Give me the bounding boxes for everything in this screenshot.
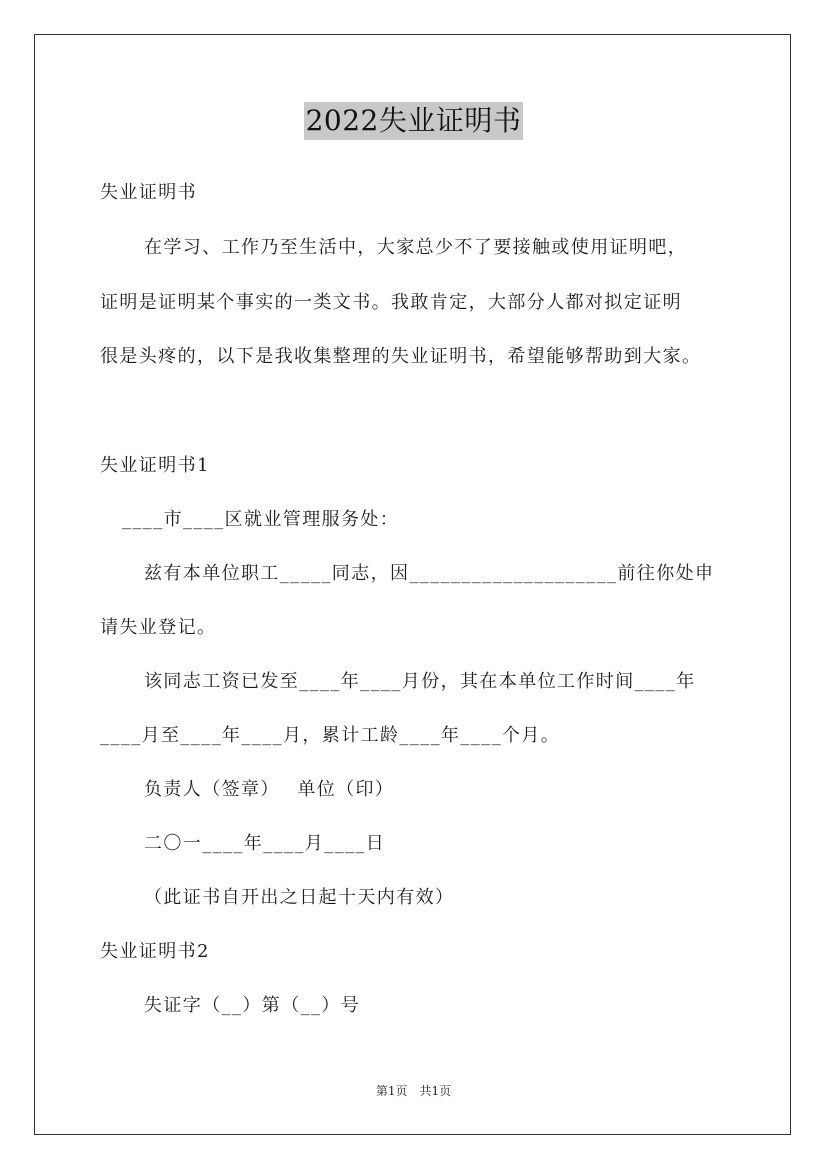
- section-heading: 失业证明书1: [100, 455, 210, 476]
- body-paragraph-line: 请失业登记。: [100, 617, 217, 638]
- addressee-line: ____市____区就业管理服务处：: [122, 509, 400, 530]
- validity-note: （此证书自开出之日起十天内有效）: [144, 887, 455, 908]
- body-paragraph-line: 该同志工资已发至____年____月份，其在本单位工作时间____年: [144, 671, 696, 692]
- intro-paragraph-line: 很是头疼的，以下是我收集整理的失业证明书，希望能够帮助到大家。: [100, 346, 702, 367]
- page-number-footer: 第1页 共1页: [375, 1084, 452, 1098]
- certificate-number-line: 失证字（__）第（__）号: [144, 995, 361, 1016]
- date-line: 二〇一____年____月____日: [144, 833, 386, 854]
- body-paragraph-line: 兹有本单位职工_____同志，因____________________前往你处申: [144, 563, 715, 584]
- intro-paragraph-line: 证明是证明某个事实的一类文书。我敢肯定，大部分人都对拟定证明: [100, 292, 682, 313]
- section-heading: 失业证明书: [100, 182, 197, 203]
- section-heading: 失业证明书2: [100, 941, 210, 962]
- document-title: 2022失业证明书: [304, 102, 524, 140]
- body-paragraph-line: ____月至____年____月，累计工龄____年____个月。: [100, 725, 561, 746]
- title-container: [0, 102, 827, 140]
- signature-line: 负责人（签章） 单位（印）: [144, 779, 395, 800]
- intro-paragraph-line: 在学习、工作乃至生活中，大家总少不了要接触或使用证明吧，: [144, 237, 688, 258]
